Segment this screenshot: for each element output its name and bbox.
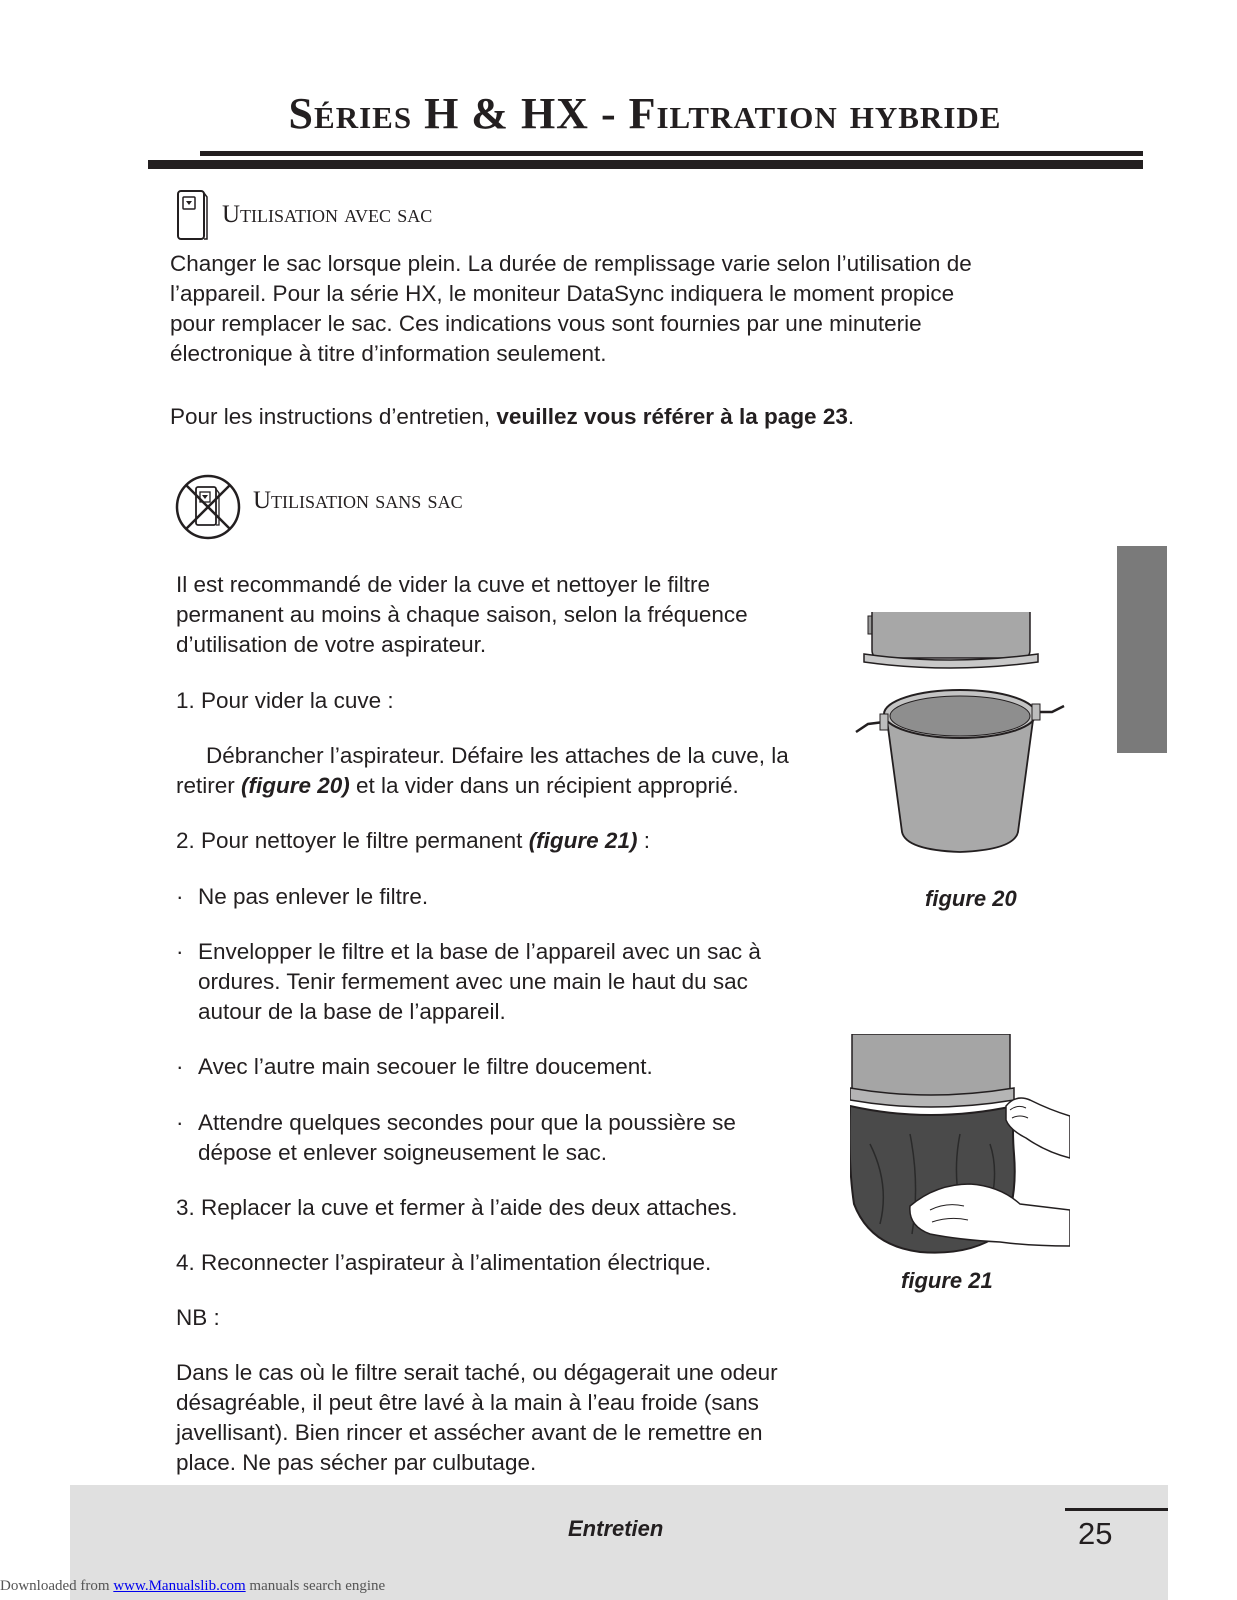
bullet-line: dépose et enlever soigneusement le sac. <box>198 1140 608 1165</box>
figure-20-reference: (figure 20) <box>241 773 350 798</box>
bullet-line: Attendre quelques secondes pour que la poussière se <box>198 1110 736 1135</box>
nb-label: NB : <box>176 1305 220 1330</box>
download-suffix: manuals search engine <box>245 1578 386 1594</box>
step-2-suffix: : <box>637 828 650 853</box>
step-2-title <box>176 826 650 856</box>
bullet-line: autour de la base de l’appareil. <box>198 999 506 1024</box>
step-1-prefix: retirer <box>176 773 242 798</box>
bag-paragraph-line: Changer le sac lorsque plein. La durée de remplissage varie selon l’utilisation de <box>170 251 972 276</box>
bullet-item <box>176 1052 653 1082</box>
intro-line: permanent au moins à chaque saison, selon la fréquence <box>176 602 748 627</box>
bullet-line: Ne pas enlever le filtre. <box>198 884 429 909</box>
bullet-dot: · <box>176 1054 184 1079</box>
section-heading-without-bag: Utilisation sans sac <box>253 487 463 514</box>
figure-20-caption: figure 20 <box>925 886 1017 911</box>
intro-line: Il est recommandé de vider la cuve et nettoyer le filtre <box>176 572 711 597</box>
figure-21-illustration <box>850 1034 1070 1274</box>
step-1-line: Débrancher l’aspirateur. Défaire les attaches de la cuve, la <box>206 743 789 768</box>
bag-paragraph-line: électronique à titre d’information seulement. <box>170 341 607 366</box>
header-rule-thick <box>148 160 1143 169</box>
nb-line: javellisant). Bien rincer et assécher avant de le remettre en <box>176 1420 763 1445</box>
step-2-prefix: 2. Pour nettoyer le filtre permanent <box>176 828 529 853</box>
bullet-dot: · <box>176 1110 184 1135</box>
maintenance-prefix: Pour les instructions d’entretien, <box>170 404 497 429</box>
header-rule-thin <box>200 151 1143 156</box>
bullet-line: ordures. Tenir fermement avec une main le haut du sac <box>198 969 748 994</box>
bullet-line: Envelopper le filtre et la base de l’appareil avec un sac à <box>198 939 761 964</box>
bag-paragraph-line: pour remplacer le sac. Ces indications vous sont fournies par une minuterie <box>170 311 922 336</box>
bullet-item <box>176 1108 736 1168</box>
figure-21-reference: (figure 21) <box>528 828 638 853</box>
step-1-suffix: et la vider dans un récipient approprié. <box>349 773 739 798</box>
nb-paragraph <box>176 1358 856 1478</box>
figure-21-caption: figure 21 <box>901 1268 993 1293</box>
bullet-item <box>176 937 761 1027</box>
no-bag-icon <box>174 473 242 541</box>
footer-section-label: Entretien <box>568 1516 664 1541</box>
step-1-line <box>176 771 856 801</box>
nb-line: Dans le cas où le filtre serait taché, ou dégagerait une odeur <box>176 1360 778 1385</box>
manualslib-link[interactable]: www.Manualslib.com <box>113 1578 246 1594</box>
maintenance-page-link-text: veuillez vous référer à la page 23 <box>496 404 848 429</box>
bullet-dot: · <box>176 884 184 909</box>
bag-paragraph <box>170 249 1070 369</box>
maintenance-suffix: . <box>847 404 855 429</box>
intro-line: d’utilisation de votre aspirateur. <box>176 632 487 657</box>
maintenance-reference <box>170 402 1070 432</box>
bullet-item <box>176 882 428 912</box>
page-number: 25 <box>1078 1516 1113 1551</box>
step-1-title: 1. Pour vider la cuve : <box>176 688 394 713</box>
download-prefix: Downloaded from <box>0 1578 114 1594</box>
step-4: 4. Reconnecter l’aspirateur à l’alimentation électrique. <box>176 1250 712 1275</box>
bag-icon <box>176 189 208 243</box>
download-notice <box>0 1578 385 1595</box>
nb-line: place. Ne pas sécher par culbutage. <box>176 1450 537 1475</box>
step-3: 3. Replacer la cuve et fermer à l’aide des deux attaches. <box>176 1195 738 1220</box>
no-bag-intro <box>176 570 836 660</box>
step-1-body <box>176 741 856 801</box>
section-heading-with-bag: Utilisation avec sac <box>222 201 433 228</box>
nb-line: désagréable, il peut être lavé à la main à l’eau froide (sans <box>176 1390 759 1415</box>
figure-20-illustration <box>850 610 1070 865</box>
footer-rule <box>1065 1508 1168 1511</box>
section-tab-marker <box>1117 546 1167 753</box>
page-title: Séries H & HX - Filtration hybride <box>288 89 1002 138</box>
bullet-dot: · <box>176 939 184 964</box>
bag-paragraph-line: l’appareil. Pour la série HX, le moniteur DataSync indiquera le moment propice <box>170 281 955 306</box>
bullet-line: Avec l’autre main secouer le filtre doucement. <box>198 1054 653 1079</box>
